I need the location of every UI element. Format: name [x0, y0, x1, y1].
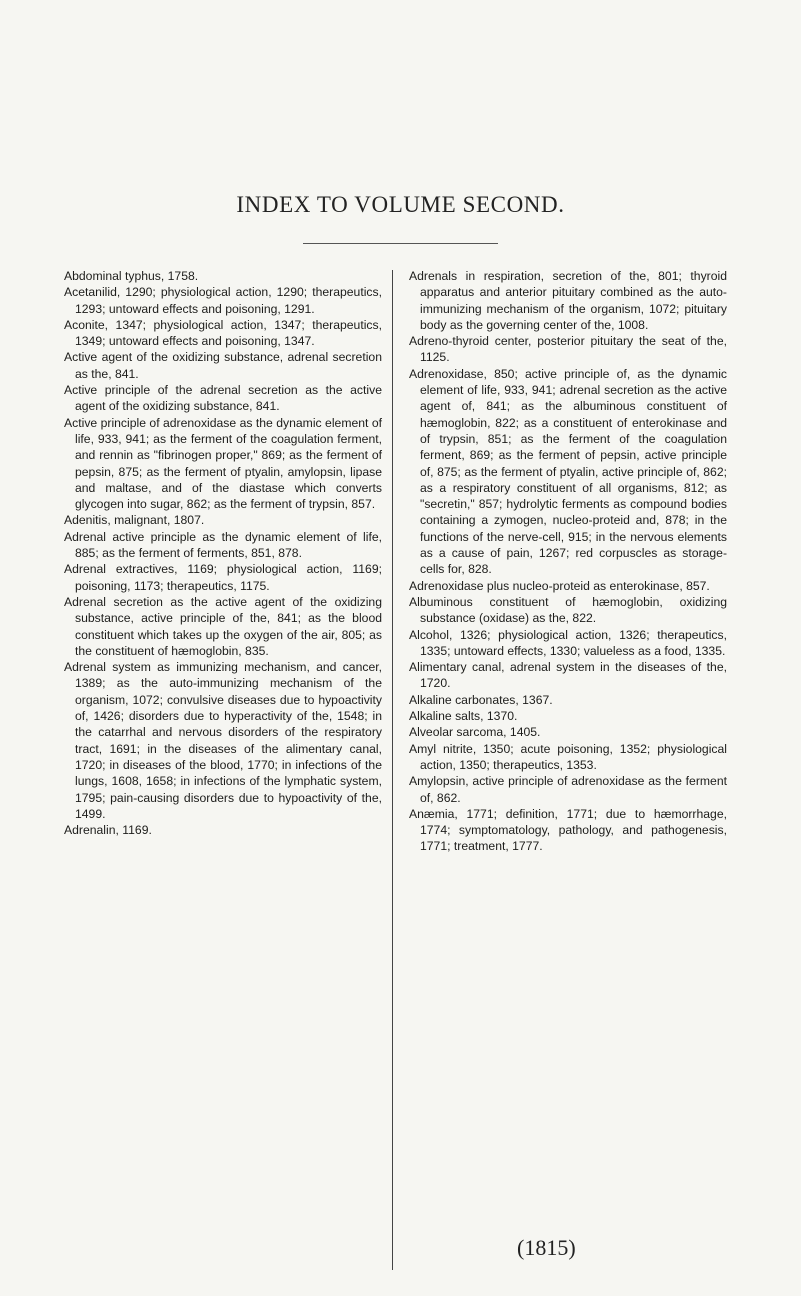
index-entry: Adrenoxidase, 850; active principle of, as the dynamic element of life, 933, 941; adrenal secretion as the active agent of, 841; as the albuminous constituent of hæmoglobin, 822; as a constituent of enterokinase and of trypsin, 851; as the ferment of the coagulation ferment, 869; as the ferment of pepsin, active principle of, 875; as the ferment of ptyalin, active principle of, 862; as a respiratory constituent of all organisms, 812; as "secretin," 857; hydrolytic ferments as compound bodies containing a zymogen, nucleo-proteid and, 878; in the functions of the nerve-cell, 915; in the nervous elements as a cause of pain, 1267; red corpuscles as storage-cells for, 828. — [409, 366, 727, 577]
index-entry: Adenitis, malignant, 1807. — [64, 513, 205, 528]
index-column-left — [64, 268, 382, 838]
index-entry: Adrenal extractives, 1169; physiological action, 1169; poisoning, 1173; therapeutics, 1175. — [64, 562, 382, 593]
index-entry: Acetanilid, 1290; physiological action, 1290; therapeutics, 1293; untoward effects and poisoning, 1291. — [64, 285, 382, 316]
index-entry: Adrenals in respiration, secretion of the, 801; thyroid apparatus and anterior pituitary combined as the auto-immunizing mechanism of the organism, 1072; pituitary body as the governing center of the, 1008. — [409, 269, 727, 332]
index-entry: Alcohol, 1326; physiological action, 1326; therapeutics, 1335; untoward effects, 1330; valueless as a food, 1335. — [409, 627, 727, 658]
index-entry: Alveolar sarcoma, 1405. — [409, 725, 541, 740]
index-entry: Active principle of the adrenal secretion as the active agent of the oxidizing substance, 841. — [64, 383, 382, 414]
index-entry: Alkaline carbonates, 1367. — [409, 692, 553, 707]
index-entry: Adrenalin, 1169. — [64, 823, 152, 838]
index-entry: Anæmia, 1771; definition, 1771; due to hæmorrhage, 1774; symptomatology, pathology, and pathogenesis, 1771; treatment, 1777. — [409, 806, 727, 854]
index-entry: Active principle of adrenoxidase as the dynamic element of life, 933, 941; as the ferment of the coagulation ferment, and rennin as "fibrinogen proper," 869; as the ferment of pepsin, 875; as the ferment of ptyalin, amylopsin, lipase and maltase, and of the diastase which converts glycogen into sugar, 862; as the ferment of trypsin, 857. — [64, 415, 382, 512]
index-entry: Aconite, 1347; physiological action, 1347; therapeutics, 1349; untoward effects and poisoning, 1347. — [64, 317, 382, 349]
index-entry: Abdominal typhus, 1758. — [64, 269, 199, 283]
index-entry: Adrenoxidase plus nucleo-proteid as enterokinase, 857. — [409, 578, 710, 593]
index-entry: Adrenal secretion as the active agent of the oxidizing substance, active principle of the, 841; as the blood constituent which takes up the oxygen of the air, 805; as the constituent of hæmoglobin, 835. — [64, 594, 382, 658]
index-entry: Adrenal active principle as the dynamic element of life, 885; as the ferment of ferments, 851, 878. — [64, 529, 382, 561]
index-column-right — [409, 268, 727, 855]
index-entry: Adreno-thyroid center, posterior pituitary the seat of the, 1125. — [409, 334, 727, 365]
page-number: (1815) — [517, 1235, 576, 1260]
index-entry: Amylopsin, active principle of adrenoxidase as the ferment of, 862. — [409, 774, 727, 805]
index-entry: Alkaline salts, 1370. — [409, 709, 518, 724]
index-entry: Adrenal system as immunizing mechanism, and cancer, 1389; as the auto-immunizing mechanism of the organism, 1072; convulsive diseases due to hypoactivity of, 1426; disorders due to hyperactivity of the, 1548; in the catarrhal and nervous disorders of the respiratory tract, 1691; in the diseases of the alimentary canal, 1720; in diseases of the blood, 1770; in infections of the lungs, 1608, 1658; in infections of the lymphatic system, 1795; pain-causing disorders due to hypoactivity of the, 1499. — [64, 660, 382, 821]
column-divider — [392, 270, 393, 1270]
index-entry: Active agent of the oxidizing substance, adrenal secretion as the, 841. — [64, 350, 382, 381]
title-rule — [303, 243, 498, 244]
page-title: INDEX TO VOLUME SECOND. — [236, 192, 565, 217]
index-entry: Albuminous constituent of hæmoglobin, oxidizing substance (oxidase) as the, 822. — [409, 594, 727, 626]
index-entry: Amyl nitrite, 1350; acute poisoning, 1352; physiological action, 1350; therapeutics, 1353. — [409, 741, 727, 772]
index-entry: Alimentary canal, adrenal system in the diseases of the, 1720. — [409, 660, 727, 691]
